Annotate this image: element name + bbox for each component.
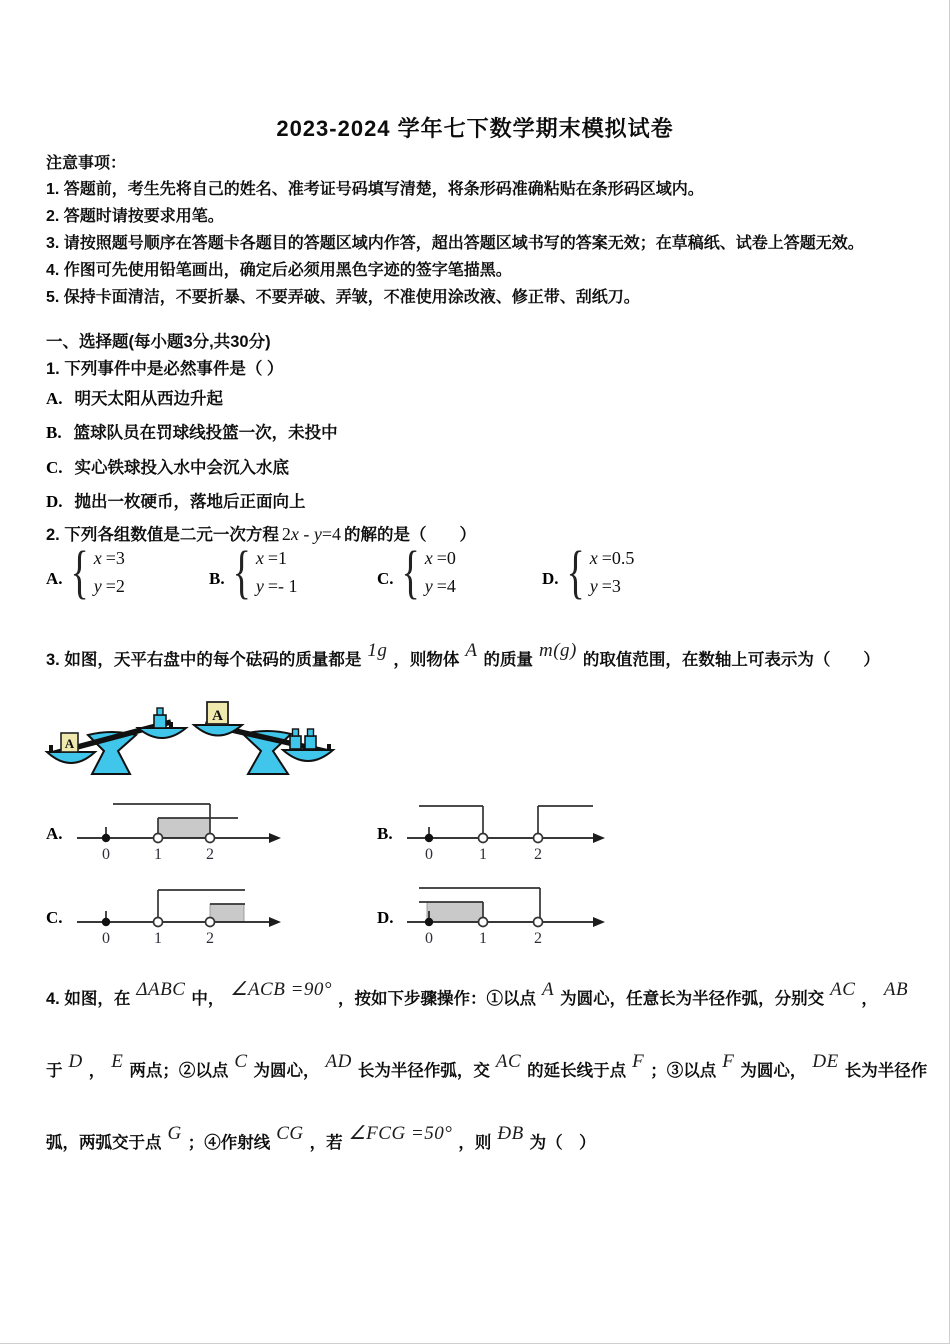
tick-label: 2: [534, 930, 542, 947]
eq-value: =1: [267, 548, 287, 568]
point-dot-0: [425, 834, 433, 842]
page-title: 2023-2024 学年七下数学期末模拟试卷: [276, 116, 674, 141]
q4-text: 为圆心，: [253, 1062, 320, 1080]
eq-value: =0.5: [601, 548, 635, 568]
q3-stem-text: 3. 如图，天平右盘中的每个砝码的质量都是: [46, 651, 362, 669]
q4-text: ，若: [309, 1134, 343, 1152]
q4-line-3: [46, 1123, 596, 1154]
arrow-head: [269, 917, 281, 927]
option-label: B.: [46, 423, 62, 443]
q4-line-1: [46, 979, 914, 1010]
math-token-1g: 1g: [367, 640, 388, 661]
q4-text: 弧，两弧交于点: [46, 1134, 162, 1152]
equation-line: [94, 546, 125, 571]
q4-text: ，则: [458, 1134, 492, 1152]
open-circle-2: [534, 834, 543, 843]
shaded-interval: [210, 904, 244, 922]
tick-label: 2: [534, 846, 542, 863]
q4-text: 4. 如图，在: [46, 990, 131, 1008]
notice-list: [46, 176, 916, 311]
math-token-A: A: [465, 640, 478, 661]
eq-var: x: [589, 548, 598, 568]
option-label: B.: [209, 569, 225, 588]
tick-label: 1: [154, 930, 162, 947]
option-text: 抛出一枚硬币，落地后正面向上: [74, 493, 306, 512]
q1-stem: 1. 下列事件中是必然事件是（ ）: [46, 360, 284, 378]
math-token-D: D: [68, 1051, 83, 1072]
math-token-angle-acb: ∠ACB =90°: [230, 979, 332, 1000]
math-token-F: F: [632, 1051, 645, 1072]
left-scale-left-pan: [47, 752, 95, 763]
math-token-F: F: [722, 1051, 735, 1072]
eq-var-y: y: [313, 524, 322, 544]
open-circle-1: [479, 918, 488, 927]
tick-label: 1: [479, 846, 487, 863]
eq-num: =4: [321, 524, 342, 544]
option-row: [46, 382, 338, 416]
q4-text: ，: [88, 1062, 106, 1080]
weight: [290, 736, 301, 749]
tick-label: 2: [206, 930, 214, 947]
eq-num: 2: [281, 524, 291, 544]
eq-value: =3: [601, 576, 621, 596]
number-line-option-a: [73, 792, 288, 866]
option-label-a: A.: [46, 824, 63, 843]
arrow-head: [593, 833, 605, 843]
block-label: A: [64, 736, 75, 751]
equation-line: [94, 574, 125, 599]
option-text: 明天太阳从西边升起: [74, 390, 224, 408]
option-label: A.: [46, 569, 63, 588]
eq-value: =2: [105, 576, 125, 596]
tick-label: 1: [154, 846, 162, 863]
math-token-mg: m(g): [538, 640, 577, 661]
q4-text: 于: [46, 1062, 63, 1080]
arrow-head: [593, 917, 605, 927]
equation-line: [256, 546, 298, 571]
eq-var: y: [424, 576, 433, 596]
math-token-DE: DE: [812, 1051, 839, 1072]
q1-options: [46, 382, 338, 520]
option-row: [46, 485, 338, 519]
tick-label: 0: [425, 846, 433, 863]
equation-system: [425, 546, 456, 599]
notice-heading: 注意事项：: [46, 155, 127, 172]
q3-stem-text: 的取值范围，在数轴上可表示为（ ）: [582, 651, 880, 669]
q2-equation: [282, 524, 341, 544]
eq-var: y: [93, 576, 102, 596]
eq-value: =4: [436, 576, 456, 596]
right-scale-right-pan: [283, 750, 333, 761]
number-line-option-d: [403, 876, 618, 950]
open-circle-2: [206, 834, 215, 843]
option-label-d: D.: [377, 908, 394, 927]
q2-option-b: [209, 539, 298, 606]
q4-text: ；④作射线: [187, 1134, 271, 1152]
q4-text: ，: [861, 990, 878, 1008]
point-dot-0: [425, 918, 433, 926]
eq-var: x: [255, 548, 264, 568]
option-label-c: C.: [46, 908, 63, 927]
math-token-CG: CG: [276, 1123, 304, 1144]
q3-stem-text: ，则物体: [393, 651, 460, 669]
open-circle-1: [154, 918, 163, 927]
q4-text: ，按如下步骤操作：①以点: [338, 990, 536, 1008]
option-label: D.: [542, 569, 559, 588]
open-circle-2: [534, 918, 543, 927]
system-brace: {: [232, 539, 251, 606]
equation-line: [425, 546, 456, 571]
q4-text: 为圆心，: [740, 1062, 807, 1080]
eq-var: y: [255, 576, 264, 596]
eq-var: x: [93, 548, 102, 568]
q2-option-a: [46, 539, 125, 606]
equation-system: [256, 546, 298, 599]
q4-text: 长为半径作弧，交: [357, 1062, 490, 1080]
point-dot-0: [102, 834, 110, 842]
q2-option-c: [377, 539, 456, 606]
eq-value: =0: [436, 548, 456, 568]
eq-value: =3: [105, 548, 125, 568]
eq-op: -: [298, 524, 314, 544]
math-token-G: G: [167, 1123, 182, 1144]
number-line-option-b: [403, 792, 618, 866]
equation-system: [94, 546, 125, 599]
option-text: 篮球队员在罚球线投篮一次，未投中: [73, 424, 338, 443]
q4-text: 的延长线于点: [527, 1062, 627, 1080]
open-circle-1: [154, 834, 163, 843]
open-circle-1: [479, 834, 488, 843]
shaded-interval: [427, 902, 483, 922]
weight: [154, 715, 166, 728]
left-scale-right-pan: [138, 728, 186, 738]
q4-text: ；③以点: [650, 1062, 717, 1080]
tick-label: 0: [425, 930, 433, 947]
q4-text: 长为半径作: [844, 1062, 928, 1080]
option-text: 实心铁球投入水中会沉入水底: [74, 458, 290, 477]
math-token-triangle-abc: ΔABC: [136, 979, 186, 1000]
q2-option-d: [542, 539, 635, 606]
notice-item: 1. 答题前，考生先将自己的姓名、准考证号码填写清楚，将条形码准确粘贴在条形码区域内。: [46, 181, 704, 198]
q4-text: 为（ ）: [529, 1134, 596, 1152]
tick-label: 0: [102, 846, 110, 863]
weight-knob: [293, 729, 299, 736]
block-label: A: [212, 708, 223, 724]
math-token-AC: AC: [830, 979, 856, 1000]
q4-line-2: [46, 1051, 928, 1082]
balance-scales-figure: [42, 690, 342, 792]
math-token-AB: AB: [883, 979, 909, 1000]
notice-item: 5. 保持卡面清洁，不要折暴、不要弄破、弄皱，不准使用涂改液、修正带、刮纸刀。: [46, 289, 640, 306]
eq-var-x: x: [290, 524, 299, 544]
q2-stem-text: 2. 下列各组数值是二元一次方程: [46, 526, 279, 544]
math-token-A: A: [542, 979, 555, 1000]
open-circle-2: [206, 918, 215, 927]
equation-line: [590, 574, 635, 599]
number-line-option-c: [73, 876, 288, 950]
q4-text: 为圆心，任意长为半径作弧，分别交: [560, 990, 825, 1008]
notice-item: 3. 请按照题号顺序在答题卡各题目的答题区域内作答，超出答题区域书写的答案无效；在草稿纸、试卷上答题无效。: [46, 235, 864, 252]
q3-stem-text: 的质量: [483, 651, 533, 669]
tick-label: 1: [479, 930, 487, 947]
math-token-AC: AC: [495, 1051, 522, 1072]
system-brace: {: [401, 539, 420, 606]
option-row: [46, 416, 338, 450]
option-row: [46, 451, 338, 485]
system-brace: {: [566, 539, 585, 606]
weight-knob: [308, 729, 314, 736]
q3-stem: [46, 640, 880, 671]
math-token-C: C: [234, 1051, 248, 1072]
option-label: C.: [46, 457, 63, 477]
option-label: A.: [46, 389, 63, 408]
tick-label: 0: [102, 930, 110, 947]
option-label: D.: [46, 492, 63, 512]
weight-knob: [157, 708, 163, 715]
eq-var: x: [424, 548, 433, 568]
math-token-AD: AD: [325, 1051, 352, 1072]
q4-text: 中，: [191, 990, 225, 1008]
q4-text: 两点；②以点: [129, 1062, 229, 1080]
arrow-head: [269, 833, 281, 843]
equation-line: [256, 574, 298, 599]
tick-label: 2: [206, 846, 214, 863]
system-brace: {: [70, 539, 89, 606]
section-heading: 一、选择题(每小题3分,共30分): [46, 333, 271, 351]
eq-value: =- 1: [267, 576, 298, 596]
math-token-angle-b: ÐB: [497, 1123, 524, 1144]
shaded-interval: [158, 818, 210, 838]
equation-system: [590, 546, 635, 599]
point-dot-0: [102, 918, 110, 926]
q2-stem-text: 的解的是（ ）: [344, 526, 477, 544]
option-label: C.: [377, 569, 394, 588]
option-label-b: B.: [377, 824, 393, 843]
right-scale-left-pan: [194, 725, 242, 736]
notice-item: 2. 答题时请按要求用笔。: [46, 208, 224, 225]
equation-line: [425, 574, 456, 599]
equation-line: [590, 546, 635, 571]
math-token-angle-fcg: ∠FCG =50°: [348, 1123, 453, 1144]
notice-item: 4. 作图可先使用铅笔画出，确定后必须用黑色字迹的签字笔描黑。: [46, 262, 512, 279]
weight: [305, 736, 316, 749]
eq-var: y: [589, 576, 598, 596]
math-token-E: E: [111, 1051, 124, 1072]
